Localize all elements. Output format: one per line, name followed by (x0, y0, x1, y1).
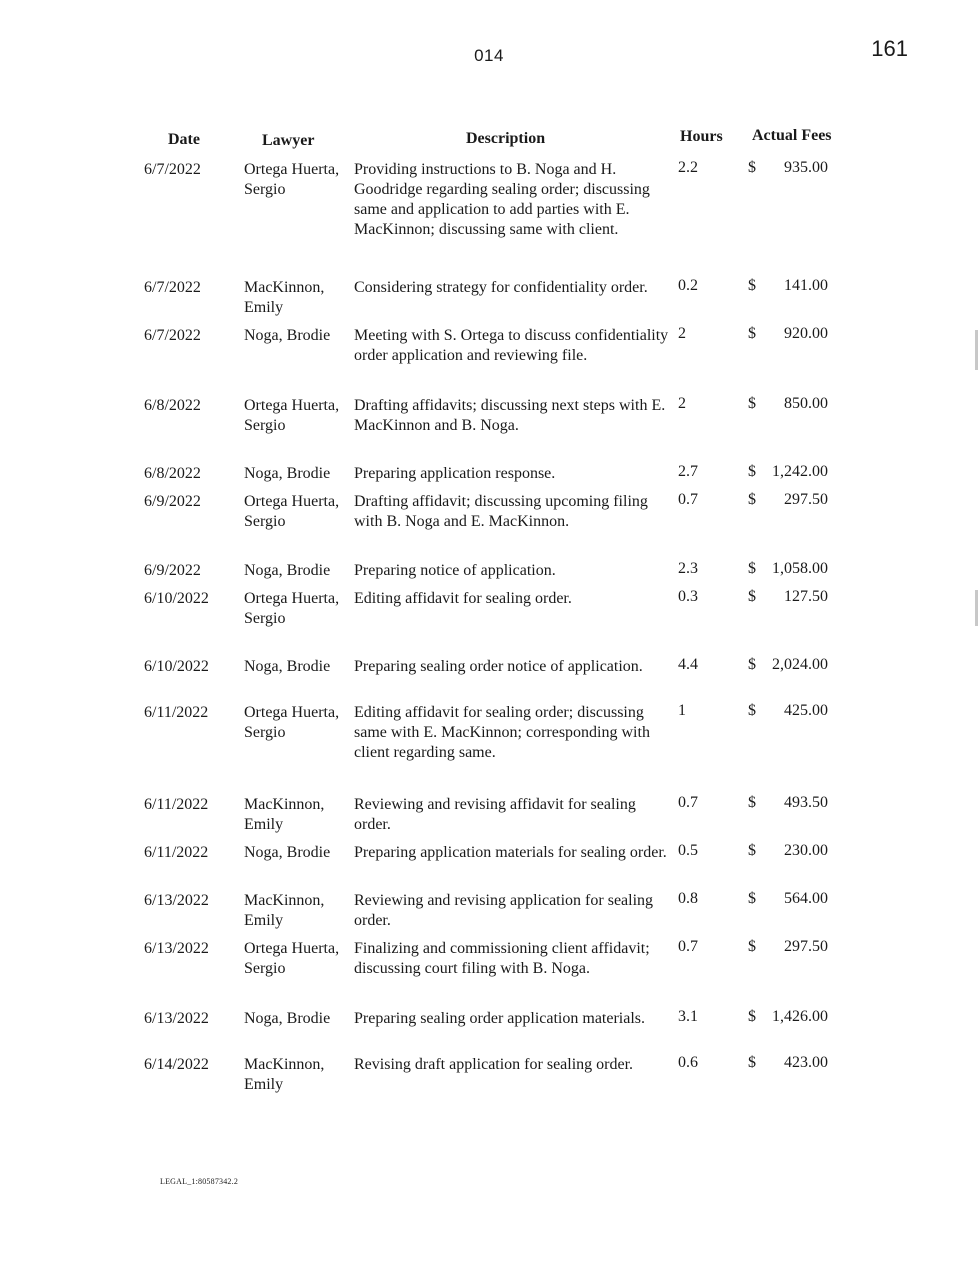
entry-date: 6/13/2022 (144, 1010, 209, 1027)
entry-hours: 1 (678, 702, 686, 719)
entry-fee: 127.50 (784, 588, 828, 605)
entry-description: Reviewing and revising affidavit for sealing order. (354, 796, 636, 833)
entry-fee: 1,242.00 (772, 463, 828, 480)
entry-fee: 230.00 (784, 842, 828, 859)
currency-symbol: $ (748, 277, 756, 294)
currency-symbol: $ (748, 938, 756, 955)
entry-date: 6/9/2022 (144, 493, 201, 510)
document-id-footer: LEGAL_1:80587342.2 (160, 1177, 239, 1186)
entry-description: Preparing application response. (354, 465, 556, 482)
currency-symbol: $ (748, 656, 756, 673)
entry-lawyer: Ortega Huerta, Sergio (244, 161, 340, 198)
entry-hours: 2.7 (678, 463, 698, 480)
currency-symbol: $ (748, 560, 756, 577)
header-actual-fees: Actual Fees (752, 127, 832, 144)
entry-lawyer: Noga, Brodie (244, 844, 331, 861)
currency-symbol: $ (748, 325, 756, 342)
entry-description: Preparing sealing order notice of application. (354, 658, 643, 675)
entry-hours: 0.7 (678, 491, 698, 508)
entry-date: 6/11/2022 (144, 844, 209, 861)
entry-fee: 850.00 (784, 395, 828, 412)
entry-lawyer: MacKinnon, Emily (244, 796, 325, 833)
entry-description: Drafting affidavits; discussing next steps with E. MacKinnon and B. Noga. (354, 397, 666, 434)
entry-date: 6/10/2022 (144, 658, 209, 675)
entry-lawyer: MacKinnon, Emily (244, 892, 325, 929)
entry-date: 6/8/2022 (144, 397, 201, 414)
currency-symbol: $ (748, 1054, 756, 1071)
entry-date: 6/14/2022 (144, 1056, 209, 1073)
header-date: Date (168, 131, 200, 148)
currency-symbol: $ (748, 395, 756, 412)
page-number-corner: 161 (871, 36, 908, 61)
entry-hours: 0.3 (678, 588, 698, 605)
entry-fee: 425.00 (784, 702, 828, 719)
entry-description: Editing affidavit for sealing order; discussing same with E. MacKinnon; corresponding with client regarding same. (354, 704, 650, 761)
entry-description: Editing affidavit for sealing order. (354, 590, 572, 607)
entry-lawyer: Noga, Brodie (244, 327, 331, 344)
entry-date: 6/10/2022 (144, 590, 209, 607)
entry-fee: 493.50 (784, 794, 828, 811)
entry-date: 6/11/2022 (144, 704, 209, 721)
entry-date: 6/9/2022 (144, 562, 201, 579)
entry-date: 6/7/2022 (144, 327, 201, 344)
header-lawyer: Lawyer (262, 132, 315, 149)
entry-hours: 0.8 (678, 890, 698, 907)
currency-symbol: $ (748, 588, 756, 605)
entry-lawyer: Noga, Brodie (244, 1010, 331, 1027)
currency-symbol: $ (748, 794, 756, 811)
entry-lawyer: Ortega Huerta, Sergio (244, 590, 340, 627)
entry-hours: 0.5 (678, 842, 698, 859)
entry-lawyer: Ortega Huerta, Sergio (244, 397, 340, 434)
entry-fee: 297.50 (784, 938, 828, 955)
entry-hours: 3.1 (678, 1008, 698, 1025)
entry-description: Drafting affidavit; discussing upcoming filing with B. Noga and E. MacKinnon. (354, 493, 648, 530)
entry-hours: 4.4 (678, 656, 698, 673)
entry-date: 6/13/2022 (144, 940, 209, 957)
entry-fee: 920.00 (784, 325, 828, 342)
entry-date: 6/13/2022 (144, 892, 209, 909)
entry-fee: 297.50 (784, 491, 828, 508)
entry-date: 6/11/2022 (144, 796, 209, 813)
entry-fee: 935.00 (784, 159, 828, 176)
page-number-center: 014 (474, 46, 504, 65)
entry-hours: 0.7 (678, 938, 698, 955)
entry-fee: 1,426.00 (772, 1008, 828, 1025)
currency-symbol: $ (748, 159, 756, 176)
entry-lawyer: MacKinnon, Emily (244, 1056, 325, 1093)
header-hours: Hours (680, 128, 723, 145)
entry-lawyer: Noga, Brodie (244, 562, 331, 579)
currency-symbol: $ (748, 491, 756, 508)
entry-lawyer: Noga, Brodie (244, 658, 331, 675)
entry-hours: 2 (678, 325, 686, 342)
entry-lawyer: Ortega Huerta, Sergio (244, 704, 340, 741)
entry-hours: 2 (678, 395, 686, 412)
currency-symbol: $ (748, 890, 756, 907)
entry-fee: 423.00 (784, 1054, 828, 1071)
entry-description: Considering strategy for confidentiality order. (354, 279, 648, 296)
entry-fee: 564.00 (784, 890, 828, 907)
currency-symbol: $ (748, 842, 756, 859)
currency-symbol: $ (748, 463, 756, 480)
entry-description: Providing instructions to B. Noga and H. Goodridge regarding sealing order; discussing same and application to add parties with E. MacKinnon; discussing same with client. (354, 161, 650, 238)
entry-hours: 0.7 (678, 794, 698, 811)
entry-hours: 2.2 (678, 159, 698, 176)
entry-fee: 141.00 (784, 277, 828, 294)
entry-fee: 2,024.00 (772, 656, 828, 673)
entry-hours: 2.3 (678, 560, 698, 577)
entry-hours: 0.6 (678, 1054, 698, 1071)
entry-lawyer: Ortega Huerta, Sergio (244, 493, 340, 530)
entry-lawyer: Noga, Brodie (244, 465, 331, 482)
entry-description: Finalizing and commissioning client affidavit; discussing court filing with B. Noga. (354, 940, 650, 977)
entry-date: 6/7/2022 (144, 279, 201, 296)
entry-date: 6/7/2022 (144, 161, 201, 178)
entry-description: Preparing application materials for sealing order. (354, 844, 667, 861)
entry-lawyer: MacKinnon, Emily (244, 279, 325, 316)
entry-hours: 0.2 (678, 277, 698, 294)
entry-fee: 1,058.00 (772, 560, 828, 577)
entry-description: Preparing sealing order application materials. (354, 1010, 646, 1027)
entry-description: Reviewing and revising application for sealing order. (354, 892, 654, 929)
entry-description: Meeting with S. Ortega to discuss confidentiality order application and reviewing file. (354, 327, 669, 364)
currency-symbol: $ (748, 1008, 756, 1025)
entry-description: Revising draft application for sealing order. (354, 1056, 634, 1073)
header-description: Description (466, 130, 546, 147)
entry-lawyer: Ortega Huerta, Sergio (244, 940, 340, 977)
currency-symbol: $ (748, 702, 756, 719)
entry-date: 6/8/2022 (144, 465, 201, 482)
entry-description: Preparing notice of application. (354, 562, 556, 579)
